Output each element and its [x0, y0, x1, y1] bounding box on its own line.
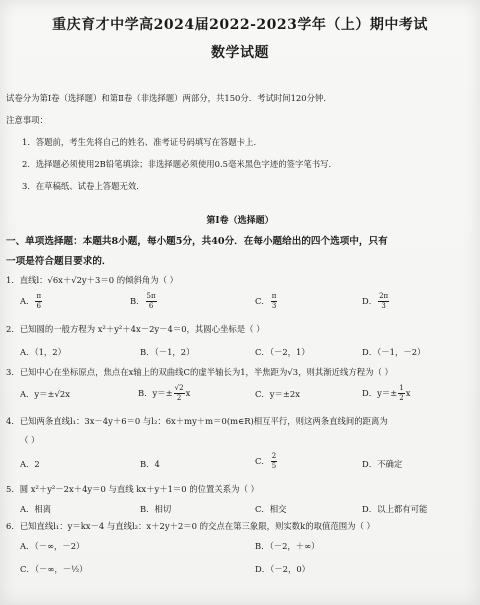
q5-option-c: C．相交 [255, 504, 287, 514]
question-3-stem: 3．已知中心在坐标原点，焦点在x轴上的双曲线C的虚半轴长为1，半焦距为√3，则其渐近线方程为（ ） [6, 367, 393, 377]
option-frac-num: 2π [379, 292, 389, 300]
exam-subtitle: 数学试题 [211, 45, 269, 61]
q4-option-d: D．不确定 [362, 459, 403, 469]
note-item-3: 3．在草稿纸、试卷上答题无效． [22, 181, 145, 191]
q4-option-c [255, 452, 278, 471]
q6-option-b: B．（－2，＋∞） [255, 541, 320, 551]
section-heading-line2: 一项是符合题目要求的． [6, 256, 112, 267]
q6-option-c: C．（－∞，－½） [20, 564, 88, 574]
note-item-2: 2．选择题必须使用2B铅笔填涂；非选择题必须使用0.5毫米黑色字迹的签字笔书写． [22, 159, 337, 169]
q5-option-b: B．相切 [140, 504, 172, 514]
question-2-stem: 2．已知圆的一般方程为 x²＋y²＋4x－2y－4＝0，其圆心坐标是（ ） [6, 324, 265, 334]
option-frac-den: 6 [36, 302, 41, 310]
option-tail: x [405, 388, 411, 398]
q2-option-b: B．（－1，2） [140, 347, 195, 357]
option-frac-num: π [36, 292, 42, 300]
section-title: 第Ⅰ卷（选择题） [206, 216, 274, 226]
q1-option-d [362, 292, 390, 311]
q5-option-a: A．相离 [20, 504, 52, 514]
option-frac-num: 5π [146, 292, 156, 300]
q3-option-b [138, 384, 190, 403]
option-frac-den: 2 [399, 394, 404, 402]
q1-option-a [20, 292, 43, 311]
option-frac-num: π [271, 292, 277, 300]
q4-option-b: B．4 [140, 459, 160, 469]
question-6-stem: 6．已知直线l₁：y＝kx－4 与直线l₂：x＋2y＋2＝0 的交点在第三象限，则实数k的取值范围为（ ） [6, 521, 375, 531]
option-frac-den: 6 [148, 302, 154, 310]
option-frac-den: 5 [271, 462, 277, 470]
note-item-1: 1．答题前，考生先将自己的姓名、准考证号码填写在答题卡上． [22, 137, 262, 147]
option-label: A． [20, 296, 35, 306]
question-1-stem: 1．直线l：√6x＋√2y＋3＝0 的倾斜角为（ ） [6, 275, 179, 285]
q1-option-b [130, 292, 158, 311]
q6-option-a: A．（－∞，－2） [20, 541, 85, 551]
option-frac-den: 3 [271, 302, 277, 310]
option-text: C． [255, 456, 270, 466]
question-4-stem: 4．已知两条直线l₁：3x－4y＋6＝0 与l₂：6x＋my＋m＝0(m∈R)相互平行，则这两条直线间的距离为 [6, 416, 388, 426]
option-label: B． [130, 296, 145, 306]
option-frac-num: 2 [271, 452, 277, 460]
q3-option-a: A．y＝±√2x [20, 389, 70, 399]
option-frac-den: 2 [176, 394, 182, 402]
question-5-stem: 5．圆 x²＋y²－2x＋4y＝0 与直线 kx＋y＋1＝0 的位置关系为（ ） [6, 484, 259, 494]
option-frac-den: 3 [381, 302, 386, 310]
exam-title: 重庆育才中学高2024届2022-2023学年（上）期中考试 [52, 17, 428, 33]
option-text: D．y＝± [362, 388, 398, 398]
q2-option-a: A．（1，2） [20, 347, 67, 357]
q4-option-a: A．2 [20, 459, 40, 469]
option-tail: x [185, 388, 191, 398]
q5-option-d: D．以上都有可能 [362, 504, 428, 514]
section-heading-line1: 一、单项选择题：本题共8小题，每小题5分，共40分．在每小题给出的四个选项中，只有 [6, 236, 388, 247]
intro-line: 试卷分为第Ⅰ卷（选择题）和第Ⅱ卷（非选择题）两部分，共150分．考试时间120分钟． [6, 93, 332, 103]
option-frac-num: √2 [174, 384, 184, 392]
question-4-stem-cont: （ ） [20, 435, 40, 445]
option-label: C． [255, 296, 270, 306]
option-text: B．y＝± [138, 388, 173, 398]
notes-title: 注意事项： [6, 115, 48, 125]
option-label: D． [362, 296, 378, 306]
q3-option-d [362, 384, 410, 403]
q1-option-c [255, 292, 278, 311]
option-frac-num: 1 [399, 384, 404, 392]
q6-option-d: D．（－2，0） [255, 564, 311, 574]
q2-option-c: C．（－2，1） [255, 347, 310, 357]
q2-option-d: D．（－1，－2） [362, 347, 426, 357]
q3-option-c: C．y＝±2x [255, 389, 300, 399]
